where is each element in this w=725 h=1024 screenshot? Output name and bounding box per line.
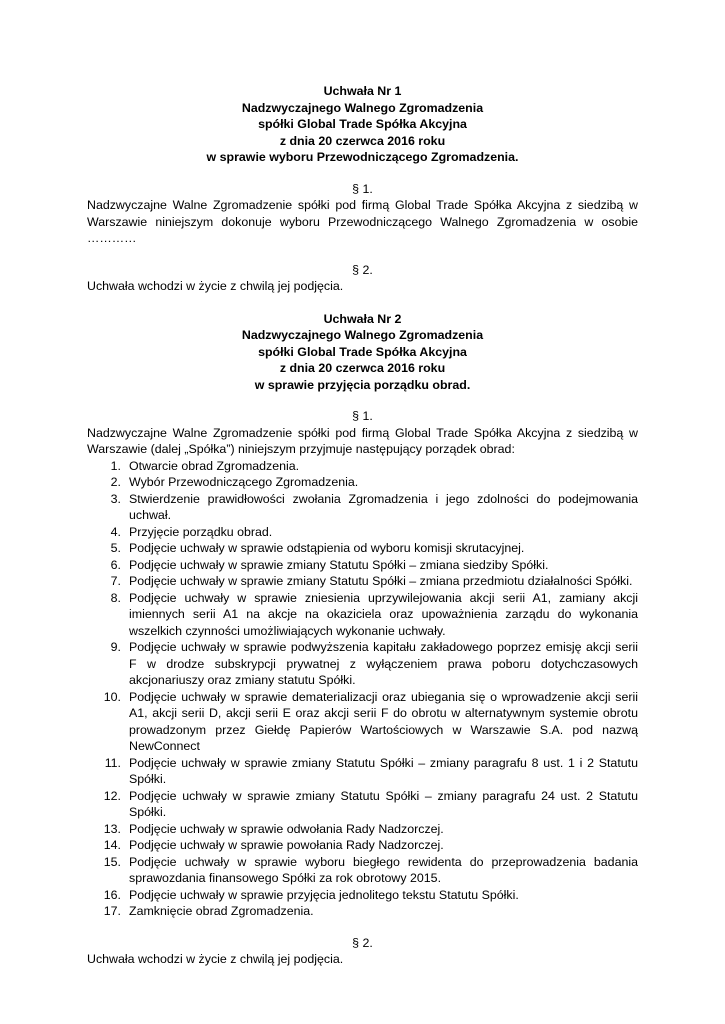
agenda-item-text: Podjęcie uchwały w sprawie zmiany Statutu Spółki – zmiana siedziby Spółki. <box>129 557 549 572</box>
agenda-item-text: Podjęcie uchwały w sprawie powołania Rady Nadzorczej. <box>129 838 444 852</box>
agenda-item-number: 11. <box>104 755 121 770</box>
agenda-item-number: 3. <box>110 491 121 506</box>
resolution-1-subject-line: w sprawie wyboru Przewodniczącego Zgromadzenia. <box>206 150 519 164</box>
resolution-1-section-2-label: § 2. <box>352 262 373 277</box>
agenda-item <box>87 854 638 887</box>
agenda-item-text: Stwierdzenie prawidłowości zwołania Zgromadzenia i jego zdolności do podejmowania uchwał. <box>129 491 638 522</box>
agenda-item-number: 6. <box>110 557 121 572</box>
agenda-item-text: Podjęcie uchwały w sprawie zmiany Statutu Spółki – zmiany paragrafu 24 ust. 2 Statutu Spółki. <box>129 788 638 819</box>
agenda-item <box>87 458 638 475</box>
agenda-item <box>87 639 638 689</box>
agenda-item-text: Podjęcie uchwały w sprawie zmiany Statutu Spółki – zmiany paragrafu 8 ust. 1 i 2 Statutu Spółki. <box>129 755 638 786</box>
document-page <box>87 83 638 968</box>
agenda-item <box>87 524 638 541</box>
agenda-item-number: 14. <box>103 838 121 852</box>
agenda-item-text: Podjęcie uchwały w sprawie odwołania Rady Nadzorczej. <box>129 821 444 836</box>
agenda-item-text: Podjęcie uchwały w sprawie podwyższenia kapitału zakładowego poprzez emisję akcji serii F w drodze subskrypcji prywatnej z wyłączeniem prawa poboru dotychczasowych akcjonariuszy oraz zmiany statutu Spółki. <box>129 640 638 687</box>
agenda-item-number: 12. <box>103 788 121 803</box>
resolution-1-company-line: spółki Global Trade Spółka Akcyjna <box>258 117 467 131</box>
resolution-1-section-2-text: Uchwała wchodzi w życie z chwilą jej podjęcia. <box>87 279 344 293</box>
agenda-item <box>87 573 638 590</box>
resolution-1-title: Uchwała Nr 1 <box>323 84 402 98</box>
agenda-item-text: Podjęcie uchwały w sprawie odstąpienia od wyboru komisji skrutacyjnej. <box>129 541 525 555</box>
agenda-item-text: Wybór Przewodniczącego Zgromadzenia. <box>129 475 359 489</box>
resolution-2-section-2-text: Uchwała wchodzi w życie z chwilą jej podjęcia. <box>87 952 344 966</box>
agenda-item-text: Podjęcie uchwały w sprawie wyboru biegłego rewidenta do przeprowadzenia badania sprawozdania finansowego Spółki za rok obrotowy 2015. <box>129 854 638 885</box>
agenda-item <box>87 491 638 524</box>
agenda-item-number: 8. <box>110 590 121 605</box>
resolution-2-company-line: spółki Global Trade Spółka Akcyjna <box>258 344 467 359</box>
resolution-2-section-1-text: Nadzwyczajne Walne Zgromadzenie spółki pod firmą Global Trade Spółka Akcyjna z siedzibą w Warszawie (dalej „Spółka”) niniejszym przyjmuje następujący porządek obrad: <box>87 425 638 456</box>
agenda-item <box>87 590 638 640</box>
agenda-list <box>87 458 638 920</box>
resolution-1-section-1-text: Nadzwyczajne Walne Zgromadzenie spółki pod firmą Global Trade Spółka Akcyjna z siedzibą w Warszawie niniejszym dokonuje wyboru Przewodniczącego Walnego Zgromadzenia w osobie ………… <box>87 198 638 245</box>
agenda-item <box>87 887 638 904</box>
resolution-2-subject-line: w sprawie przyjęcia porządku obrad. <box>254 377 471 392</box>
agenda-item-text: Podjęcie uchwały w sprawie zmiany Statutu Spółki – zmiana przedmiotu działalności Spółki. <box>129 574 633 588</box>
agenda-item <box>87 788 638 821</box>
agenda-item-number: 5. <box>110 541 121 555</box>
agenda-item <box>87 540 638 557</box>
agenda-item-text: Przyjęcie porządku obrad. <box>129 524 273 539</box>
resolution-2-section-1-label: § 1. <box>352 409 373 423</box>
agenda-item <box>87 689 638 755</box>
agenda-item-number: 10. <box>103 689 121 704</box>
agenda-item-number: 17. <box>103 904 121 918</box>
resolution-1 <box>87 83 638 295</box>
resolution-2-section-2-label: § 2. <box>352 935 373 950</box>
agenda-item <box>87 755 638 788</box>
resolution-2-body-line: Nadzwyczajnego Walnego Zgromadzenia <box>241 328 484 342</box>
agenda-item-number: 4. <box>110 524 121 539</box>
agenda-item <box>87 837 638 854</box>
agenda-item-number: 7. <box>110 574 121 588</box>
resolution-2-title: Uchwała Nr 2 <box>323 311 402 326</box>
agenda-item <box>87 821 638 838</box>
agenda-item <box>87 557 638 574</box>
agenda-item-text: Podjęcie uchwały w sprawie dematerializacji oraz ubiegania się o wprowadzenie akcji serii A1, akcji serii D, akcji serii E oraz akcji serii F do obrotu w alternatywnym systemie obrotu prowadzonym przez Giełdę Papierów Wartościowych w Warszawie S.A. pod nazwą NewConnect <box>129 689 638 753</box>
agenda-item <box>87 903 638 920</box>
resolution-1-body-line: Nadzwyczajnego Walnego Zgromadzenia <box>241 100 484 115</box>
agenda-item-text: Zamknięcie obrad Zgromadzenia. <box>129 904 314 918</box>
agenda-item-number: 1. <box>110 458 121 473</box>
resolution-1-date-line: z dnia 20 czerwca 2016 roku <box>279 133 446 148</box>
resolution-1-section-1-label: § 1. <box>352 181 373 196</box>
agenda-item <box>87 474 638 491</box>
agenda-item-number: 2. <box>110 475 121 489</box>
agenda-item-text: Otwarcie obrad Zgromadzenia. <box>129 458 300 473</box>
agenda-item-text: Podjęcie uchwały w sprawie przyjęcia jednolitego tekstu Statutu Spółki. <box>129 887 519 902</box>
agenda-item-number: 9. <box>110 640 121 654</box>
agenda-item-number: 15. <box>103 854 121 869</box>
resolution-2-date-line: z dnia 20 czerwca 2016 roku <box>279 361 446 375</box>
agenda-item-text: Podjęcie uchwały w sprawie zniesienia uprzywilejowania akcji serii A1, zamiany akcji imiennych serii A1 na akcje na okaziciela oraz upoważnienia zarządu do wykonania wszelkich czynności umożliwiających wykonanie uchwały. <box>129 590 638 638</box>
resolution-2 <box>87 311 638 968</box>
agenda-item-number: 16. <box>103 887 121 902</box>
agenda-item-number: 13. <box>103 821 121 836</box>
